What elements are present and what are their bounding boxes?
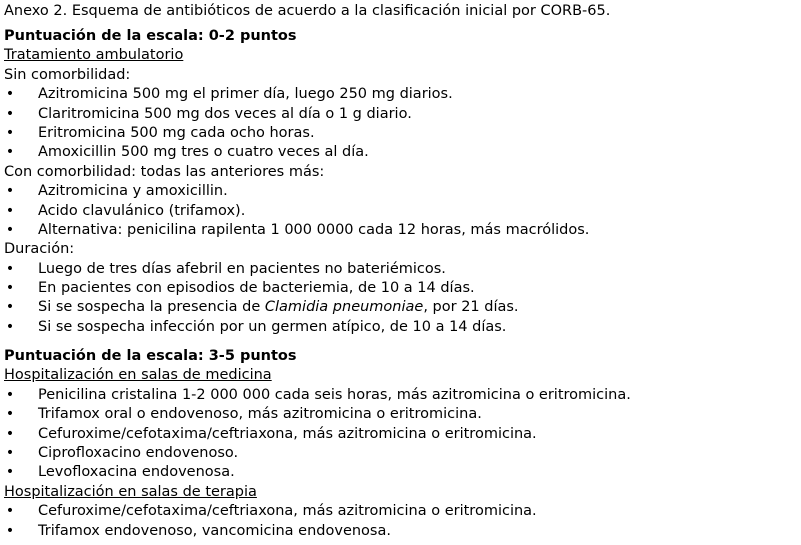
list-item: • Ciprofloxacino endovenoso. bbox=[4, 444, 631, 463]
section-heading: Puntuación de la escala: 3-5 puntos bbox=[4, 348, 297, 364]
bullet-icon: • bbox=[5, 105, 15, 122]
section-heading: Puntuación de la escala: 0-2 puntos bbox=[4, 28, 297, 44]
group-label: Duración: bbox=[4, 241, 75, 258]
bullet-icon: • bbox=[5, 425, 15, 442]
bullet-icon: • bbox=[5, 406, 15, 423]
list-item: • Trifamox oral o endovenoso, más azitromicina o eritromicina. bbox=[4, 405, 631, 424]
list-item: • Claritromicina 500 mg dos veces al día o 1 g diario. bbox=[4, 105, 589, 124]
list-item: • Penicilina cristalina 1-2 000 000 cada seis horas, más azitromicina o eritromicina. bbox=[4, 386, 631, 405]
bullet-icon: • bbox=[5, 444, 15, 461]
annex-caption: Anexo 2. Esquema de antibióticos de acuerdo a la clasificación inicial por CORB-65. bbox=[4, 3, 611, 19]
species-name: Clamidia pneumoniae bbox=[264, 299, 424, 316]
bullet-icon: • bbox=[5, 260, 15, 277]
list-item: • Eritromicina 500 mg cada ocho horas. bbox=[4, 124, 589, 143]
bullet-icon: • bbox=[5, 318, 15, 335]
list-item: • Trifamox endovenoso, vancomicina endovenosa. bbox=[4, 522, 631, 541]
section-subheading: Tratamiento ambulatorio bbox=[4, 47, 184, 64]
bullet-icon: • bbox=[5, 280, 15, 297]
bullet-icon: • bbox=[5, 124, 15, 141]
list-item: • Si se sospecha la presencia de Clamidia pneumoniae, por 21 días. bbox=[4, 298, 589, 317]
section-subheading: Hospitalización en salas de terapia bbox=[4, 483, 257, 500]
bullet-icon: • bbox=[5, 86, 15, 103]
bullet-icon: • bbox=[5, 183, 15, 200]
bullet-icon: • bbox=[5, 386, 15, 403]
bullet-icon: • bbox=[5, 221, 15, 238]
list-item: • Azitromicina 500 mg el primer día, luego 250 mg diarios. bbox=[4, 85, 589, 104]
section-subheading: Hospitalización en salas de medicina bbox=[4, 367, 272, 384]
list-item: • Luego de tres días afebril en pacientes no bateriémicos. bbox=[4, 260, 589, 279]
bullet-icon: • bbox=[5, 522, 15, 539]
list-item: • Levofloxacina endovenosa. bbox=[4, 463, 631, 482]
bullet-icon: • bbox=[5, 299, 15, 316]
bullet-icon: • bbox=[5, 144, 15, 161]
list-item: • Si se sospecha infección por un germen atípico, de 10 a 14 días. bbox=[4, 318, 589, 337]
bullet-icon: • bbox=[5, 202, 15, 219]
list-item: • Alternativa: penicilina rapilenta 1 000 0000 cada 12 horas, más macrólidos. bbox=[4, 221, 589, 240]
list-item: • Acido clavulánico (trifamox). bbox=[4, 202, 589, 221]
list-item: • Cefuroxime/cefotaxima/ceftriaxona, más azitromicina o eritromicina. bbox=[4, 502, 631, 521]
list-item: • Azitromicina y amoxicillin. bbox=[4, 182, 589, 201]
section-3-5-points bbox=[4, 347, 631, 541]
list-item: • Amoxicillin 500 mg tres o cuatro veces al día. bbox=[4, 143, 589, 162]
bullet-icon: • bbox=[5, 503, 15, 520]
list-item: • En pacientes con episodios de bacteriemia, de 10 a 14 días. bbox=[4, 279, 589, 298]
list-item: • Cefuroxime/cefotaxima/ceftriaxona, más azitromicina o eritromicina. bbox=[4, 425, 631, 444]
group-label: Con comorbilidad: todas las anteriores más: bbox=[4, 163, 325, 180]
group-label: Sin comorbilidad: bbox=[4, 66, 131, 83]
section-0-2-points bbox=[4, 27, 589, 337]
bullet-icon: • bbox=[5, 464, 15, 481]
